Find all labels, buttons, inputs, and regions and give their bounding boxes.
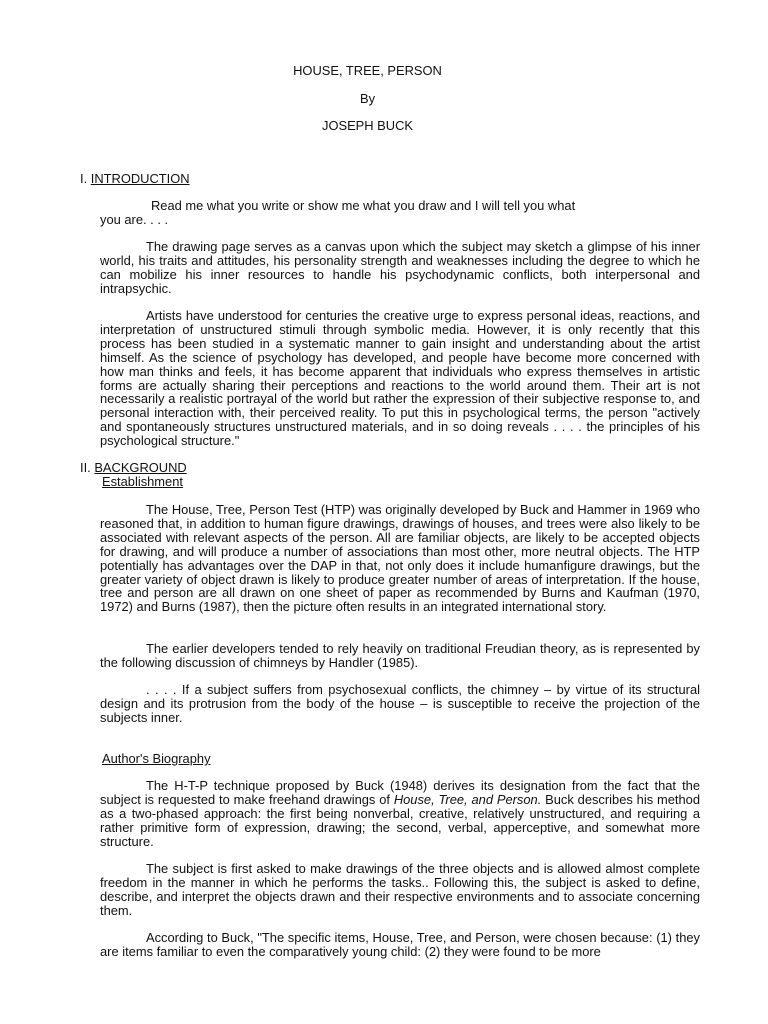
paragraph: Artists have understood for centuries the creative urge to express personal ideas, reactions, and interpretation of unstructured stimuli through symbolic media. However, it is only recently that this process has been studied in a systematic manner to gain insight and understanding about the artist himself. As the science of psychology has developed, and people have become more concerned with how man thinks and feels, it has become apparent that individuals who express themselves in artistic forms are actually sharing their perceptions and reactions to the world around them. Their art is not necessarily a realistic portrayal of the world but rather the expression of their subjective response to, and personal interaction with, their perceived reality. To put this in psychological terms, the person "actively and spontaneously structures unstructured materials, and in so doing reveals . . . . the principles of his psychological structure." — [100, 308, 700, 449]
subheading-authors-biography: Author's Biography — [102, 751, 211, 766]
paragraph: The earlier developers tended to rely heavily on traditional Freudian theory, as is represented by the following discussion of chimneys by Handler (1985). — [100, 641, 700, 670]
document-title: HOUSE, TREE, PERSON — [293, 63, 442, 78]
epigraph-line-2: you are. . . . — [100, 212, 169, 227]
paragraph: The drawing page serves as a canvas upon which the subject may sketch a glimpse of his inner world, his traits and attitudes, his personality strength and weaknesses including the degree to which he can mobilize his inner resources to handle his psychodynamic conflicts, both interpersonal and intrapsychic. — [100, 239, 700, 296]
section-heading-introduction — [80, 172, 190, 186]
epigraph-line-1: Read me what you write or show me what you draw and I will tell you what — [151, 198, 576, 213]
section-title: INTRODUCTION — [90, 171, 190, 186]
section-number: II. — [80, 460, 95, 475]
section-heading-background — [80, 461, 187, 475]
section-title: BACKGROUND — [94, 460, 187, 475]
paragraph: The H-T-P technique proposed by Buck (1948) derives its designation from the fact that the subject is requested to make freehand drawings of House, Tree, and Person. Buck describes his method as a two-phased approach: the first being nonverbal, creative, relatively unstructured, and requiring a rather primitive form of expression, drawing; the second, verbal, apperceptive, and somewhat more structure. — [100, 778, 700, 849]
paragraph: The subject is first asked to make drawings of the three objects and is allowed almost complete freedom in the manner in which he performs the tasks.. Following this, the subject is asked to define, describe, and interpret the objects drawn and their respective environments and to associate concerning them. — [100, 861, 700, 918]
block-quote: . . . . If a subject suffers from psychosexual conflicts, the chimney – by virtue of its structural design and its protrusion from the body of the house – is susceptible to receive the projection of the subjects inner. — [100, 682, 700, 725]
paragraph: According to Buck, "The specific items, House, Tree, and Person, were chosen because: (1) they are items familiar to even the comparatively young child: (2) they were found to be more — [100, 930, 700, 959]
emphasis-text: House, Tree, and Person. — [393, 791, 542, 807]
section-number: I. — [80, 171, 91, 186]
byline: By — [359, 91, 376, 106]
paragraph: The House, Tree, Person Test (HTP) was originally developed by Buck and Hammer in 1969 who reasoned that, in addition to human figure drawings, drawings of houses, and trees were also likely to be associated with relevant aspects of the person. All are familiar objects, are likely to be accepted objects for drawing, and will produce a number of associations than most other, more neutral objects. The HTP potentially has advantages over the DAP in that, not only does it include humanfigure drawings, but the greater variety of object drawn is likely to produce greater number of areas of interpretation. If the house, tree and person are all drawn on one sheet of paper as recommended by Burns and Kaufman (1970, 1972) and Burns (1987), then the picture often results in an integrated international story. — [100, 502, 700, 615]
author-name: JOSEPH BUCK — [322, 118, 413, 133]
subheading-establishment: Establishment — [102, 474, 183, 489]
